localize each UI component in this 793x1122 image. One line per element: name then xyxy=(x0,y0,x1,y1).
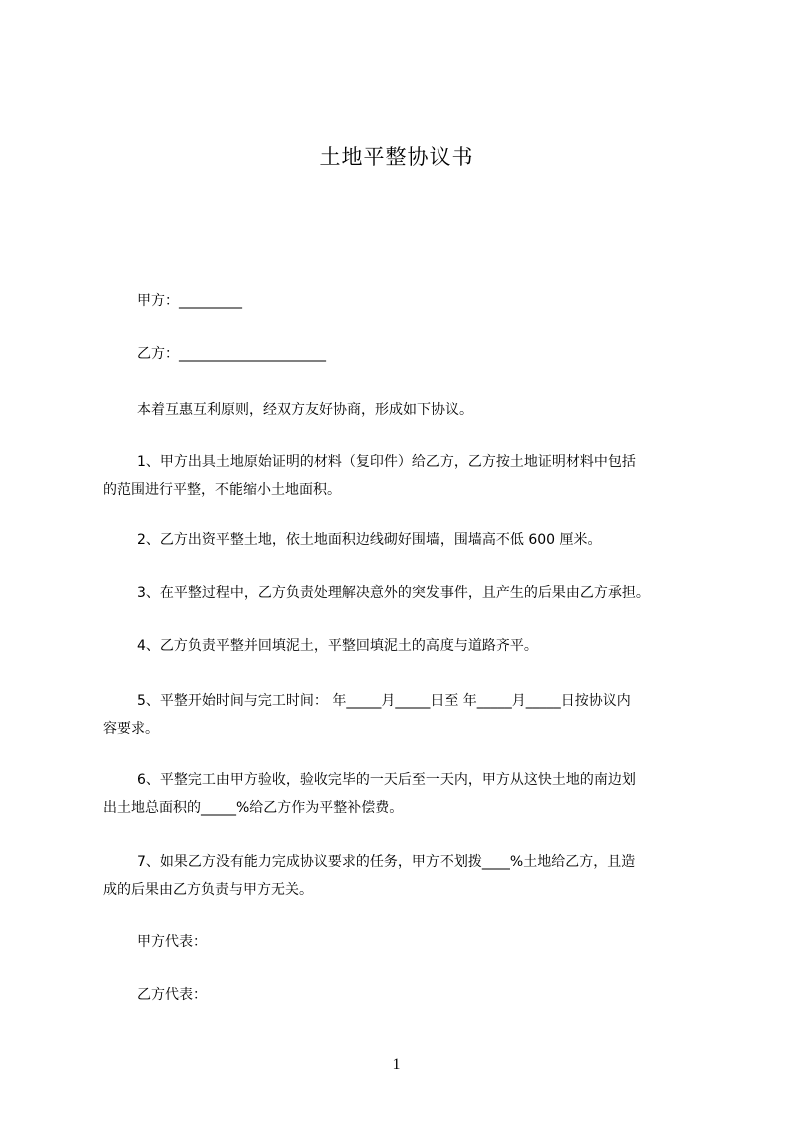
clause-7-line-1: 7、如果乙方没有能力完成协议要求的任务，甲方不划拨____%土地给乙方，且造 xyxy=(137,854,636,870)
clause-5-line-2: 容要求。 xyxy=(103,721,159,737)
party-a-line: 甲方：_________ xyxy=(137,293,242,309)
clause-1-line-2: 的范围进行平整，不能缩小土地面积。 xyxy=(103,482,341,498)
party-b-representative: 乙方代表： xyxy=(137,987,207,1003)
clause-6-line-1: 6、平整完工由甲方验收，验收完毕的一天后至一天内，甲方从这快土地的南边划 xyxy=(137,772,636,788)
clause-1-line-1: 1、甲方出具土地原始证明的材料（复印件）给乙方，乙方按土地证明材料中包括 xyxy=(137,454,636,470)
clause-6-line-2: 出土地总面积的_____%给乙方作为平整补偿费。 xyxy=(103,800,404,816)
clause-7-line-2: 成的后果由乙方负责与甲方无关。 xyxy=(103,882,313,898)
page-number: 1 xyxy=(392,1056,401,1073)
intro-paragraph: 本着互惠互利原则，经双方友好协商，形成如下协议。 xyxy=(137,402,473,418)
party-a-representative: 甲方代表： xyxy=(137,934,207,950)
party-b-line: 乙方：_____________________ xyxy=(137,346,326,362)
clause-2: 2、乙方出资平整土地，依土地面积边线砌好围墙，围墙高不低 600 厘米。 xyxy=(137,532,602,548)
clause-5-line-1: 5、平整开始时间与完工时间： 年_____月_____日至 年_____月_____日按协议内 xyxy=(137,693,631,709)
clause-4: 4、乙方负责平整并回填泥土，平整回填泥土的高度与道路齐平。 xyxy=(137,638,538,654)
clause-3: 3、在平整过程中，乙方负责处理解决意外的突发事件，且产生的后果由乙方承担。 xyxy=(137,585,650,601)
document-title: 土地平整协议书 xyxy=(319,145,474,169)
